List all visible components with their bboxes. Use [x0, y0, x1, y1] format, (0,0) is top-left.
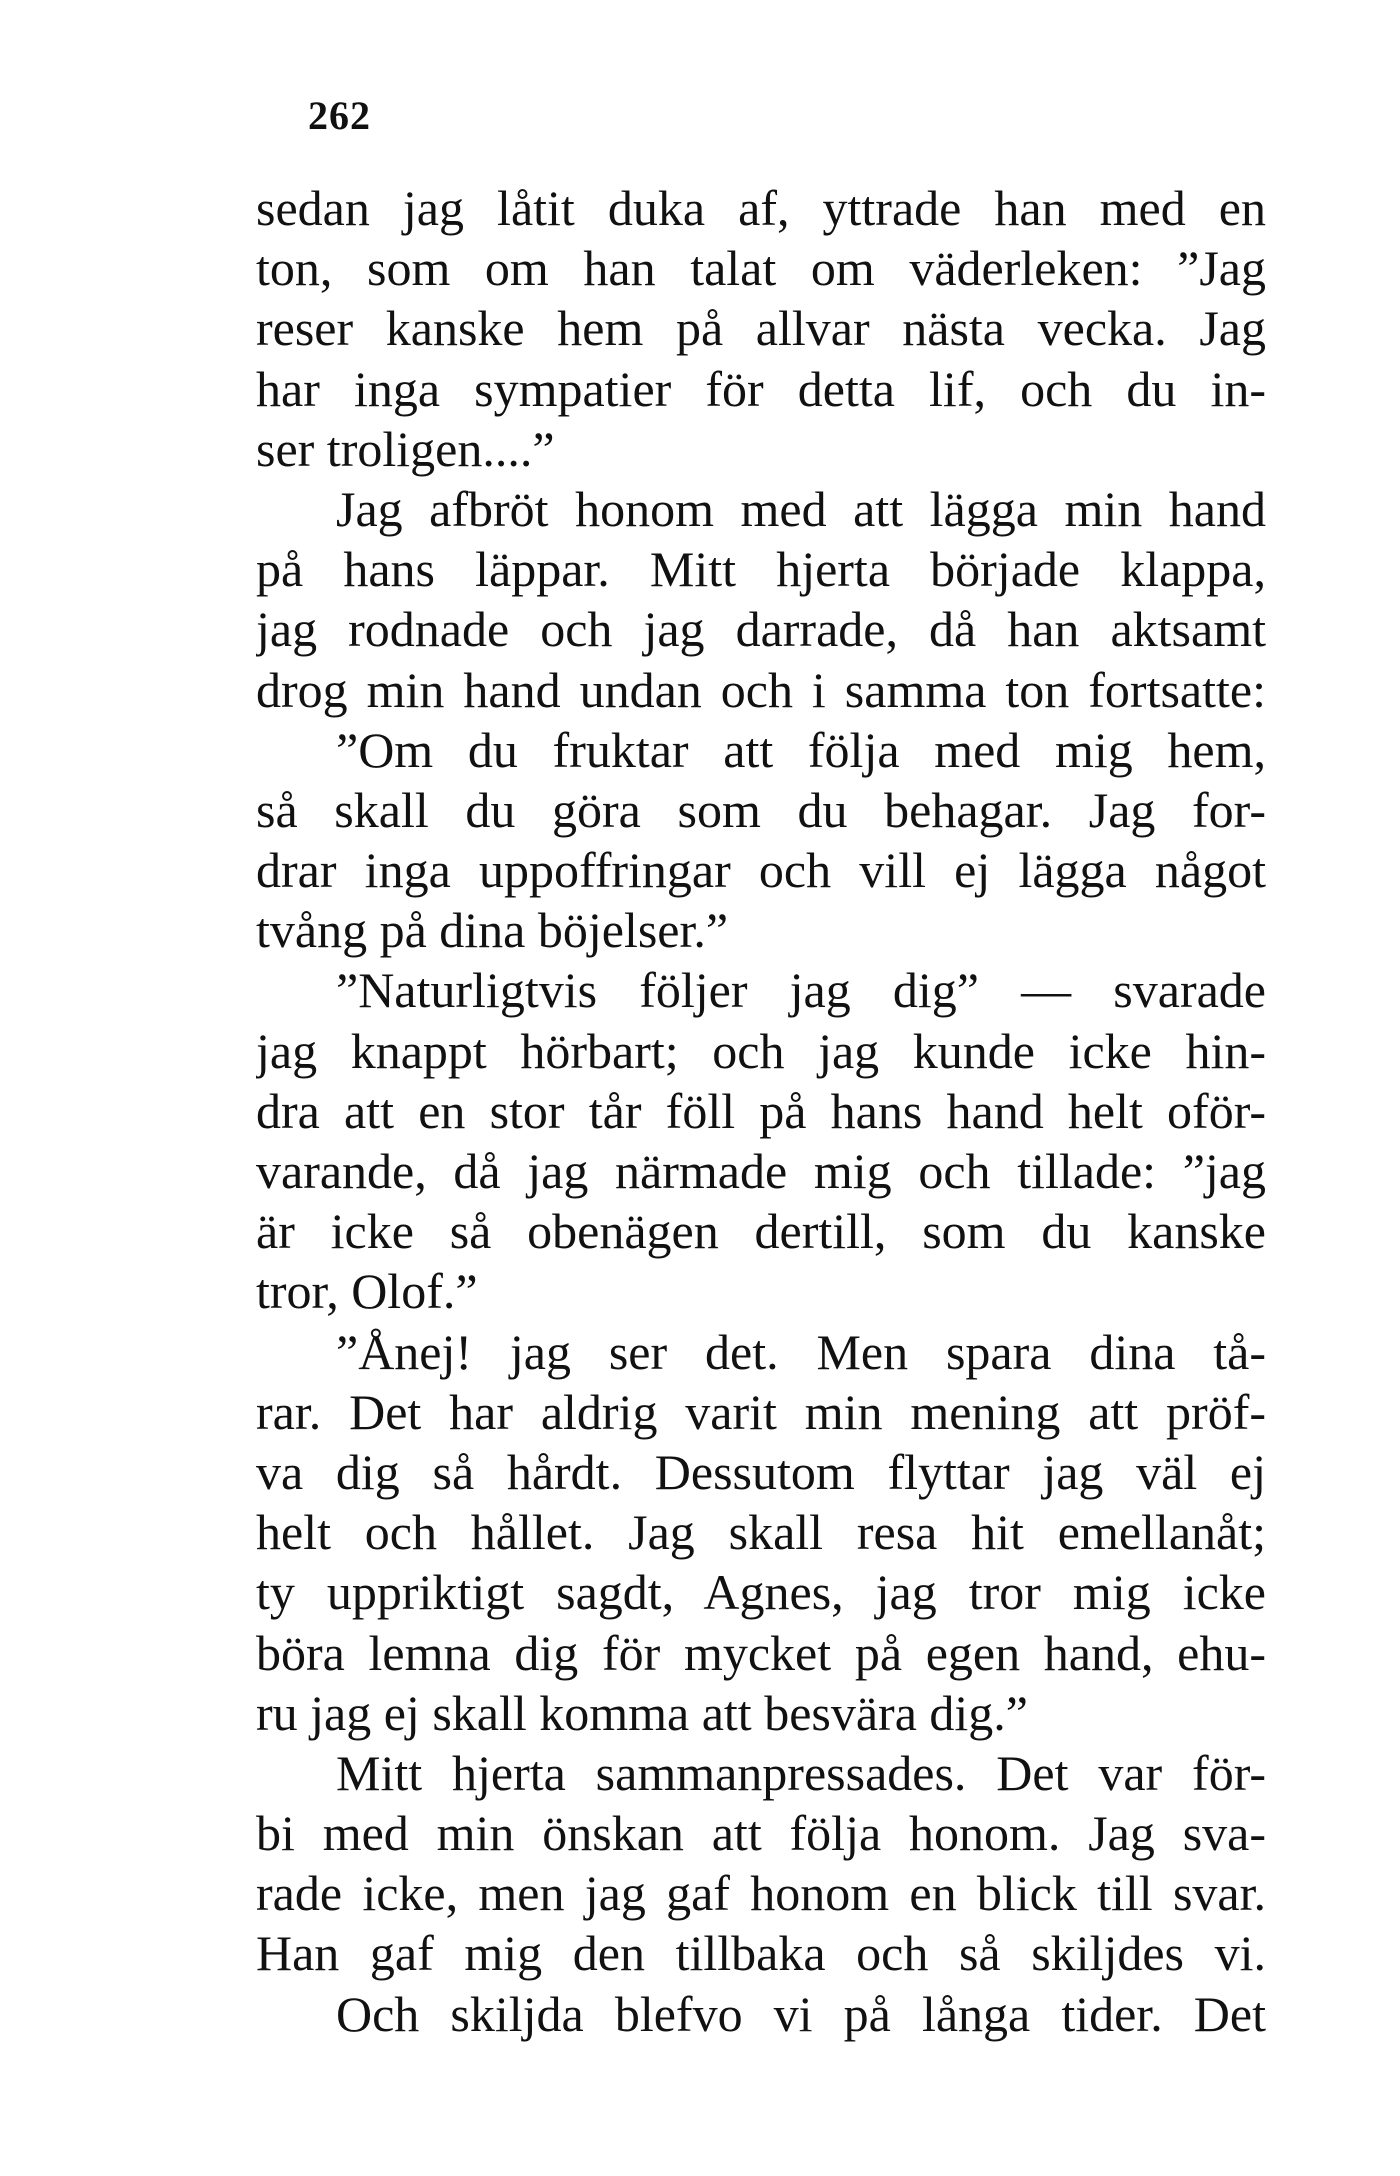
text-line: ”Om du fruktar att följa med mig hem,: [336, 721, 1266, 778]
text-line: ”Naturligtvis följer jag dig” — svarade: [336, 962, 1266, 1019]
text-line: va dig så hårdt. Dessutom flyttar jag väl ej: [256, 1443, 1266, 1500]
text-line: helt och hållet. Jag skall resa hit emellanåt;: [256, 1504, 1266, 1561]
text-line: jag knappt hörbart; och jag kunde icke hin-: [256, 1022, 1266, 1079]
text-line: tror, Olof.”: [256, 1263, 478, 1320]
text-line: varande, då jag närmade mig och tillade: ”jag: [256, 1143, 1266, 1199]
text-line: ton, som om han talat om väderleken: ”Jag: [256, 240, 1266, 297]
text-line: så skall du göra som du behagar. Jag for-: [256, 781, 1266, 838]
text-line: bi med min önskan att följa honom. Jag sva-: [256, 1805, 1266, 1862]
body-text: [256, 178, 1266, 2044]
page-number: 262: [308, 93, 371, 138]
text-line: Jag afbröt honom med att lägga min hand: [336, 480, 1266, 537]
text-line: ser troligen....”: [256, 420, 555, 477]
text-line: böra lemna dig för mycket på egen hand, ehu-: [256, 1624, 1266, 1681]
text-line: drog min hand undan och i samma ton fortsatte:: [256, 661, 1266, 718]
text-line: jag rodnade och jag darrade, då han aktsamt: [256, 601, 1266, 658]
text-line: sedan jag låtit duka af, yttrade han med en: [256, 180, 1266, 236]
text-line: ”Ånej! jag ser det. Men spara dina tå-: [336, 1323, 1266, 1380]
text-line: Han gaf mig den tillbaka och så skiljdes vi.: [256, 1925, 1266, 1982]
text-line: ru jag ej skall komma att besvära dig.”: [256, 1684, 1028, 1741]
text-line: reser kanske hem på allvar nästa vecka. Jag: [256, 300, 1266, 357]
text-line: ty uppriktigt sagdt, Agnes, jag tror mig icke: [256, 1564, 1266, 1621]
text-line: har inga sympatier för detta lif, och du in-: [256, 360, 1266, 417]
text-line: tvång på dina böjelser.”: [256, 902, 729, 959]
text-line: dra att en stor tår föll på hans hand helt oför-: [256, 1082, 1266, 1139]
text-line: Mitt hjerta sammanpressades. Det var för-: [336, 1744, 1266, 1801]
text-line: Och skiljda blefvo vi på långa tider. Det: [336, 1985, 1266, 2042]
text-line: är icke så obenägen dertill, som du kanske: [256, 1203, 1266, 1260]
text-line: på hans läppar. Mitt hjerta började klappa,: [256, 541, 1266, 598]
text-line: rade icke, men jag gaf honom en blick till svar.: [256, 1865, 1266, 1922]
text-line: drar inga uppoffringar och vill ej lägga något: [256, 842, 1266, 899]
text-line: rar. Det har aldrig varit min mening att pröf-: [256, 1383, 1266, 1440]
